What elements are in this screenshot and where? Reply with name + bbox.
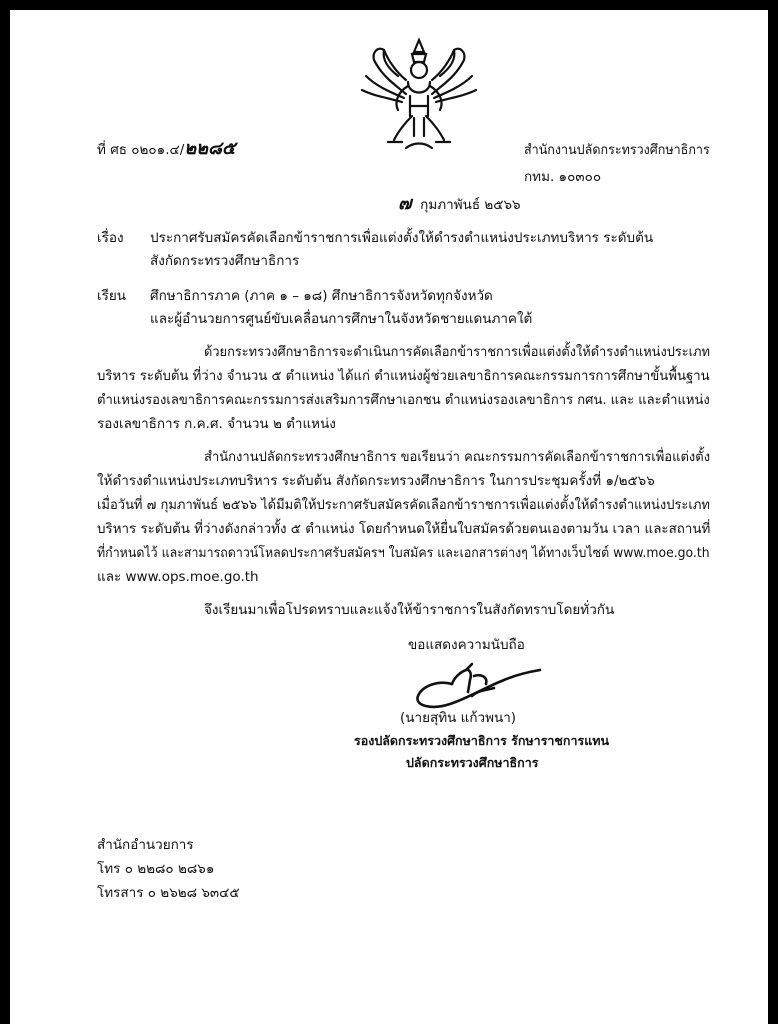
footer-office: สำนักอำนวยการ bbox=[97, 837, 194, 853]
para1-line-1: ด้วยกระทรวงศึกษาธิการจะดำเนินการคัดเลือกข้าราชการเพื่อแต่งตั้งให้ดำรงตำแหน่งประเภท bbox=[204, 344, 710, 360]
date-month-year: กุมภาพันธ์ ๒๕๖๖ bbox=[420, 197, 521, 213]
footer-fax: โทรสาร ๐ ๒๖๒๘ ๖๓๔๕ bbox=[97, 885, 240, 901]
para1-line-4: รองเลขาธิการ ก.ค.ศ. จำนวน ๒ ตำแหน่ง bbox=[97, 416, 336, 432]
footer-phone: โทร ๐ ๒๒๘๐ ๒๘๖๑ bbox=[97, 861, 215, 877]
signature-icon bbox=[408, 656, 548, 716]
agency-name: สำนักงานปลัดกระทรวงศึกษาธิการ bbox=[524, 142, 710, 158]
para2-line-5: ที่กำหนดไว้ และสามารถดาวน์โหลดประกาศรับสมัครฯ ใบสมัคร และเอกสารต่างๆ ได้ทางเว็บไซต์ www.moe.go.th bbox=[97, 545, 710, 561]
recipient-line-1: ศึกษาธิการภาค (ภาค ๑ – ๑๘) ศึกษาธิการจังหวัดทุกจังหวัด bbox=[150, 288, 493, 304]
document-date bbox=[398, 194, 521, 215]
para1-line-2: บริหาร ระดับต้น ที่ว่าง จำนวน ๕ ตำแหน่ง ได้แก่ ตำแหน่งผู้ช่วยเลขาธิการคณะกรรมการการศึกษาขั้นพื้นฐาน bbox=[97, 368, 710, 384]
document-page bbox=[10, 10, 768, 1024]
garuda-emblem-icon bbox=[354, 36, 484, 156]
agency-postcode: กทม. ๑๐๓๐๐ bbox=[524, 169, 602, 185]
recipient-label: เรียน bbox=[97, 288, 127, 304]
date-day-handwritten: ๗ bbox=[398, 193, 412, 214]
subject-label: เรื่อง bbox=[97, 230, 124, 246]
para2-line-6: และ www.ops.moe.go.th bbox=[97, 569, 259, 585]
para2-line-3: เมื่อวันที่ ๗ กุมภาพันธ์ ๒๕๖๖ ได้มีมติให้ประกาศรับสมัครคัดเลือกข้าราชการเพื่อแต่งตั้งให้ดำรงตำแหน่งประเภท bbox=[97, 497, 710, 513]
signatory-title-2: ปลัดกระทรวงศึกษาธิการ bbox=[406, 755, 539, 770]
signatory-title-1: รองปลัดกระทรวงศึกษาธิการ รักษาราชการแทน bbox=[354, 733, 610, 748]
signatory-name: (นายสุทิน แก้วพนา) bbox=[400, 710, 517, 726]
reference-number bbox=[97, 139, 236, 160]
subject-line-1: ประกาศรับสมัครคัดเลือกข้าราชการเพื่อแต่งตั้งให้ดำรงตำแหน่งประเภทบริหาร ระดับต้น bbox=[150, 230, 654, 246]
para2-line-2: ให้ดำรงตำแหน่งประเภทบริหาร ระดับต้น สังกัดกระทรวงศึกษาธิการ ในการประชุมครั้งที่ ๑/๒๕๖๖ bbox=[97, 473, 655, 489]
recipient-line-2: และผู้อำนวยการศูนย์ขับเคลื่อนการศึกษาในจังหวัดชายแดนภาคใต้ bbox=[150, 311, 533, 327]
para1-line-3: ตำแหน่งรองเลขาธิการคณะกรรมการส่งเสริมการศึกษาเอกชน ตำแหน่งรองเลขาธิการ กศน. และ และตำแหน่ง bbox=[97, 392, 710, 408]
reference-handwritten-number: ๒๒๘๕ bbox=[184, 138, 236, 159]
para2-line-4: บริหาร ระดับต้น ที่ว่างดังกล่าวทั้ง ๕ ตำแหน่ง โดยกำหนดให้ยื่นใบสมัครด้วยตนเองตามวัน เวลา และสถานที่ bbox=[97, 521, 711, 537]
para3: จึงเรียนมาเพื่อโปรดทราบและแจ้งให้ข้าราชการในสังกัดทราบโดยทั่วกัน bbox=[204, 602, 615, 618]
para2-line-1: สำนักงานปลัดกระทรวงศึกษาธิการ ขอเรียนว่า คณะกรรมการคัดเลือกข้าราชการเพื่อแต่งตั้ง bbox=[204, 449, 711, 465]
reference-prefix: ที่ ศธ ๐๒๐๑.๔/ bbox=[97, 142, 185, 158]
subject-line-2: สังกัดกระทรวงศึกษาธิการ bbox=[150, 253, 300, 269]
closing-salutation: ขอแสดงความนับถือ bbox=[408, 637, 525, 653]
